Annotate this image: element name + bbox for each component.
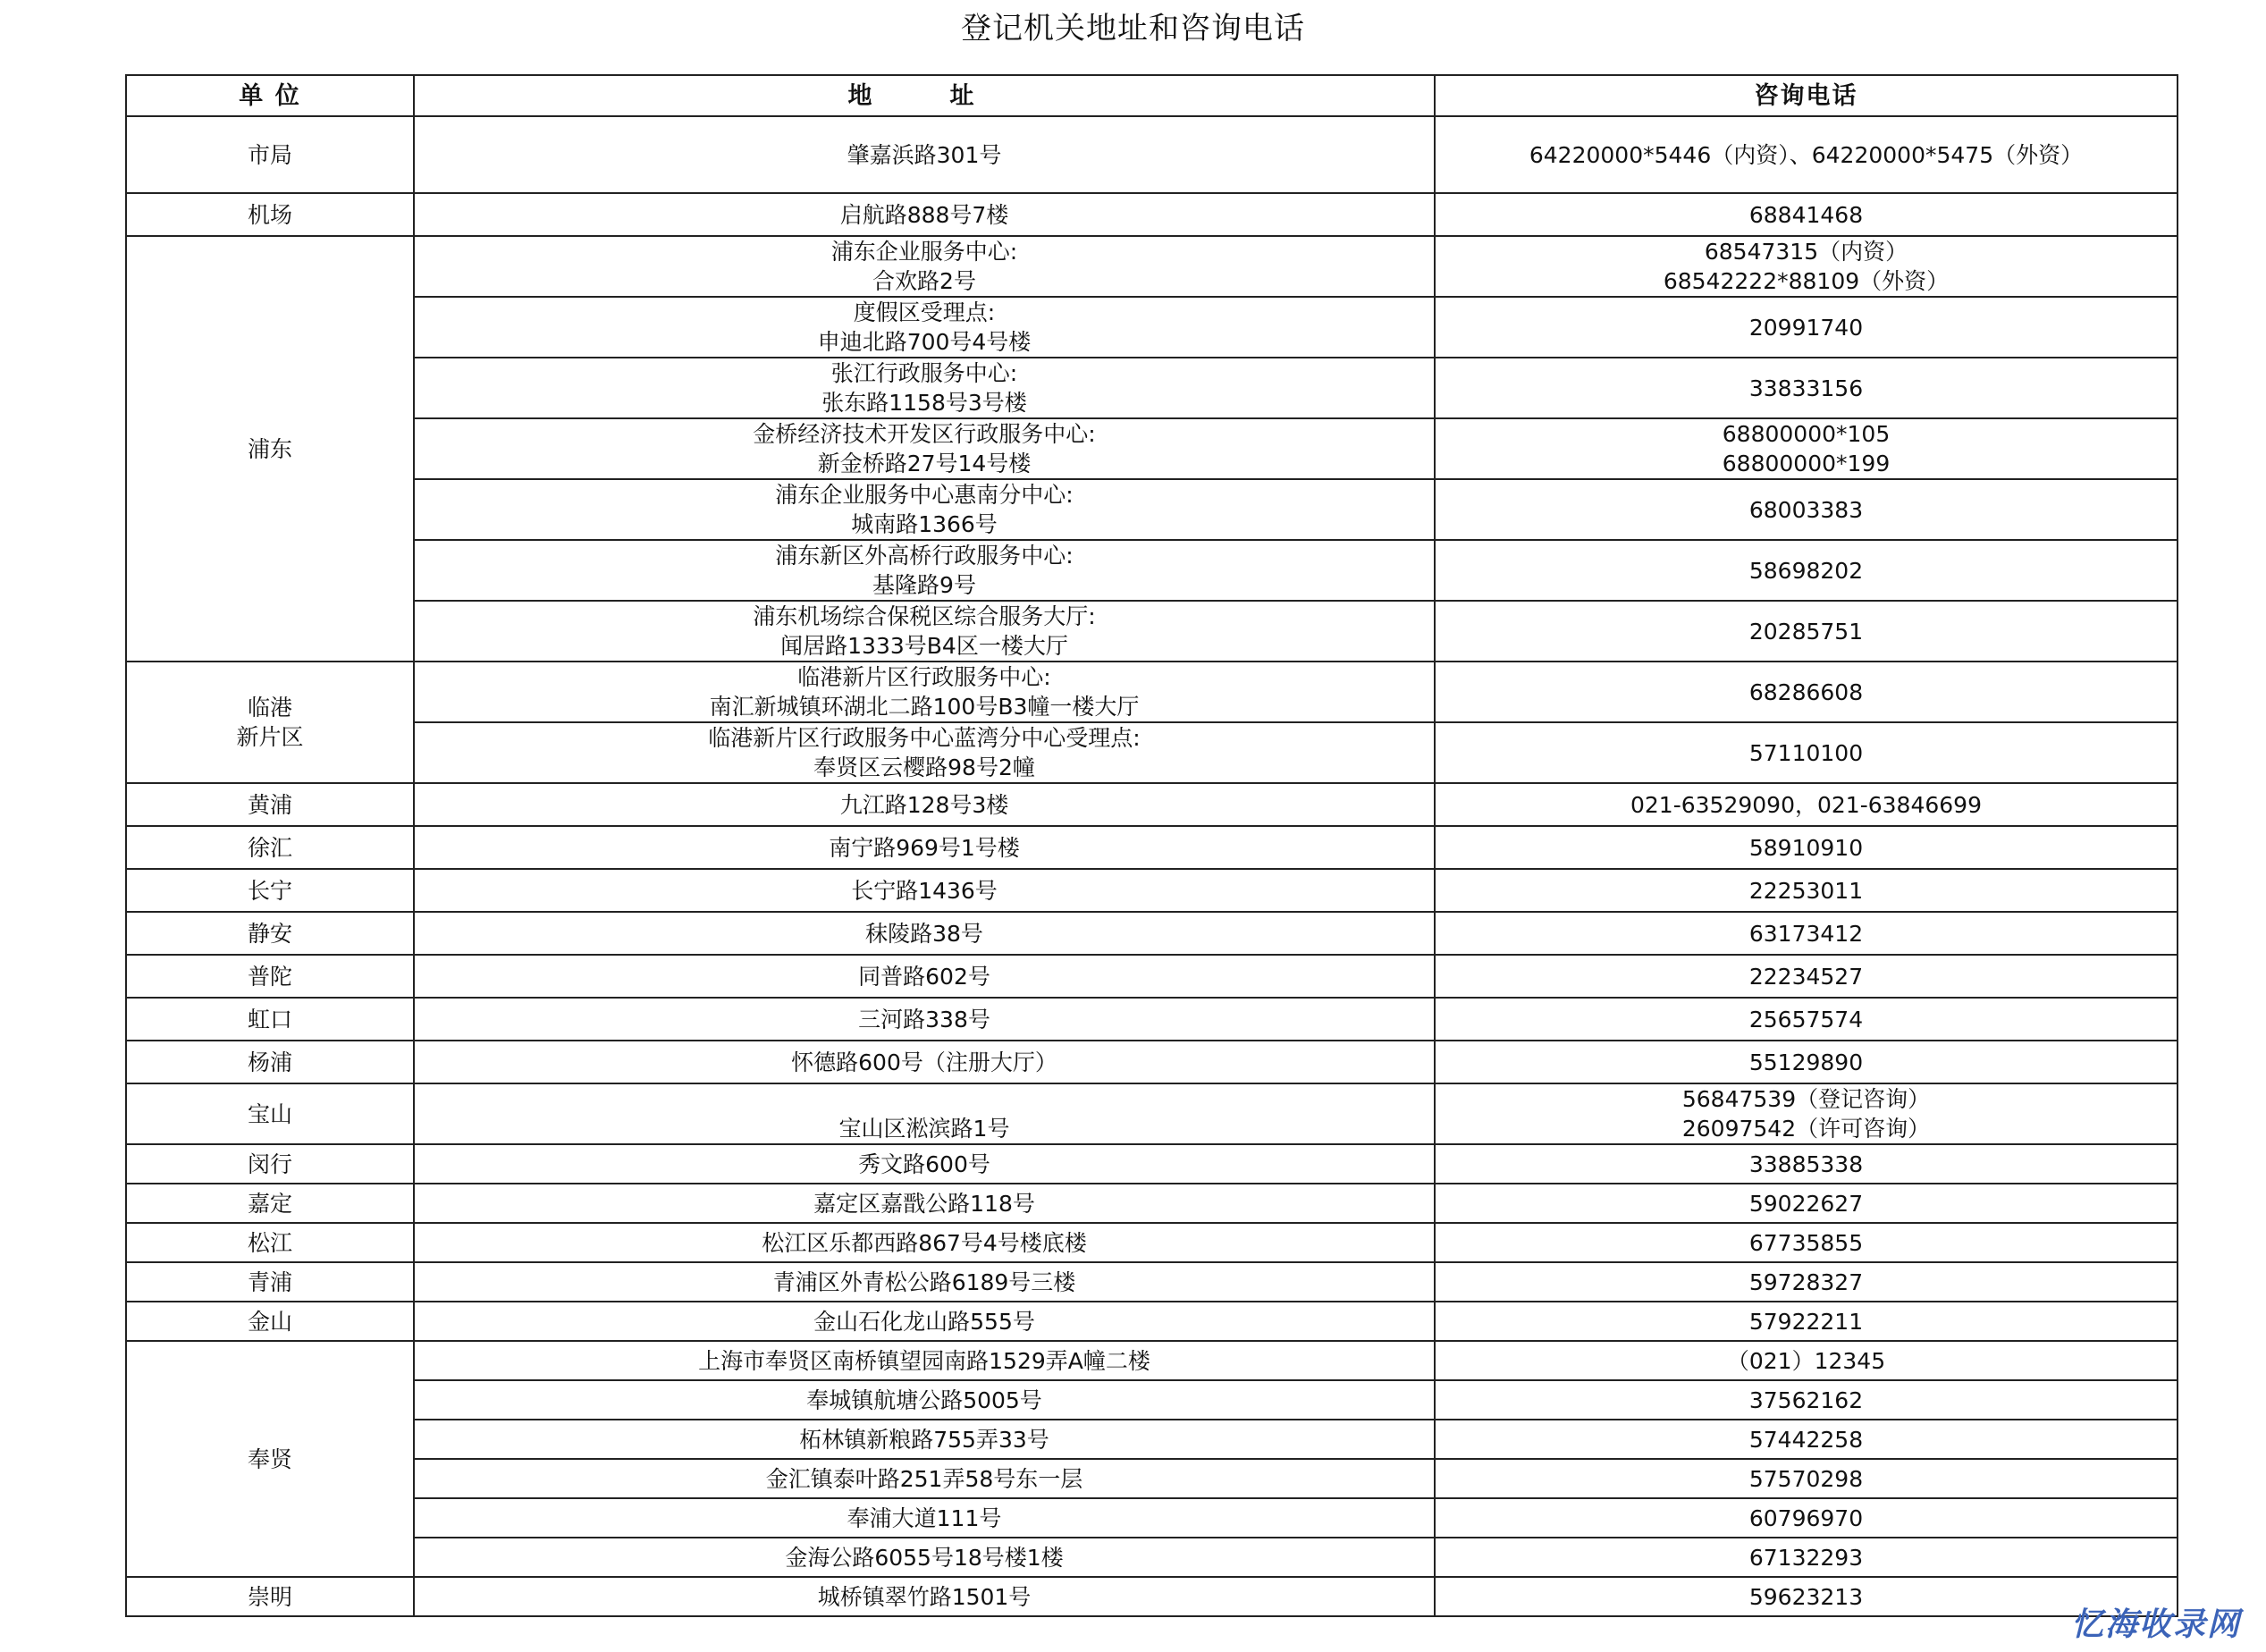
unit-cell bbox=[126, 1144, 414, 1184]
header-address: 地 址 bbox=[414, 75, 1435, 116]
address-cell bbox=[414, 236, 1435, 297]
unit-cell bbox=[126, 1577, 414, 1616]
table-row bbox=[126, 1420, 2178, 1459]
address-line: 金山石化龙山路555号 bbox=[813, 1308, 1035, 1335]
address-line: 城桥镇翠竹路1501号 bbox=[817, 1583, 1032, 1610]
table-row bbox=[126, 1380, 2178, 1420]
unit-cell bbox=[126, 1223, 414, 1262]
unit-name: 青浦 bbox=[247, 1268, 292, 1295]
unit-cell bbox=[126, 116, 414, 193]
unit-name: 金山 bbox=[247, 1308, 292, 1335]
address-cell bbox=[414, 912, 1435, 955]
unit-name: 静安 bbox=[247, 920, 292, 947]
phone-cell bbox=[1435, 1223, 2178, 1262]
phone-cell bbox=[1435, 955, 2178, 998]
registry-table bbox=[125, 74, 2178, 1617]
address-line: 临港新片区行政服务中心蓝湾分中心受理点: bbox=[708, 725, 1141, 751]
unit-name: 松江 bbox=[247, 1229, 292, 1256]
address-cell bbox=[414, 116, 1435, 193]
phone-line: 68003383 bbox=[1748, 496, 1864, 523]
phone-cell bbox=[1435, 662, 2178, 722]
table-row bbox=[126, 193, 2178, 236]
phone-cell bbox=[1435, 1498, 2178, 1538]
address-line: 金汇镇泰叶路251弄58号东一层 bbox=[765, 1465, 1083, 1492]
phone-line: 63173412 bbox=[1748, 920, 1864, 947]
phone-line: 68547315（内资） bbox=[1704, 239, 1908, 265]
table-row bbox=[126, 236, 2178, 297]
unit-name: 虹口 bbox=[247, 1006, 292, 1032]
phone-line: 58698202 bbox=[1748, 557, 1864, 584]
unit-cell bbox=[126, 236, 414, 662]
table-row bbox=[126, 540, 2178, 601]
table-row bbox=[126, 1184, 2178, 1223]
unit-cell bbox=[126, 869, 414, 912]
phone-cell bbox=[1435, 1144, 2178, 1184]
phone-line: 64220000*5446（内资）、64220000*5475（外资） bbox=[1529, 141, 2084, 168]
phone-cell bbox=[1435, 1459, 2178, 1498]
address-line: 浦东机场综合保税区综合服务大厅: bbox=[753, 603, 1096, 629]
address-cell bbox=[414, 1302, 1435, 1341]
address-cell bbox=[414, 1184, 1435, 1223]
address-cell bbox=[414, 1083, 1435, 1144]
unit-cell bbox=[126, 1302, 414, 1341]
unit-name: 黄浦 bbox=[247, 791, 292, 818]
phone-cell bbox=[1435, 479, 2178, 540]
phone-line: 57570298 bbox=[1748, 1465, 1864, 1492]
phone-line: 59022627 bbox=[1748, 1190, 1864, 1217]
address-line: 奉城镇航塘公路5005号 bbox=[806, 1386, 1042, 1413]
phone-line: 22234527 bbox=[1748, 963, 1864, 990]
phone-cell bbox=[1435, 783, 2178, 826]
table-row bbox=[126, 1341, 2178, 1380]
address-line: 度假区受理点: bbox=[853, 299, 996, 325]
table-body bbox=[126, 116, 2178, 1616]
address-line: 秀文路600号 bbox=[858, 1150, 990, 1177]
phone-cell bbox=[1435, 1538, 2178, 1577]
unit-name: 临港 bbox=[247, 695, 292, 721]
address-line: 柘林镇新粮路755弄33号 bbox=[799, 1426, 1049, 1453]
phone-cell bbox=[1435, 869, 2178, 912]
table-row bbox=[126, 826, 2178, 869]
table-row bbox=[126, 116, 2178, 193]
phone-cell bbox=[1435, 540, 2178, 601]
header-unit: 单 位 bbox=[126, 75, 414, 116]
address-cell bbox=[414, 297, 1435, 358]
address-line: 秣陵路38号 bbox=[865, 920, 983, 947]
phone-line: 33833156 bbox=[1748, 375, 1864, 401]
address-line: 张东路1158号3号楼 bbox=[821, 390, 1027, 416]
phone-line: 021-63529090，021-63846699 bbox=[1630, 791, 1982, 818]
table-row bbox=[126, 912, 2178, 955]
address-line: 同普路602号 bbox=[858, 963, 990, 990]
phone-cell bbox=[1435, 1184, 2178, 1223]
phone-line: 22253011 bbox=[1748, 877, 1864, 904]
phone-cell bbox=[1435, 116, 2178, 193]
phone-cell bbox=[1435, 1341, 2178, 1380]
table-row bbox=[126, 783, 2178, 826]
unit-cell bbox=[126, 1041, 414, 1083]
address-cell bbox=[414, 601, 1435, 662]
unit-name: 崇明 bbox=[247, 1583, 292, 1610]
phone-cell bbox=[1435, 358, 2178, 418]
address-cell bbox=[414, 1380, 1435, 1420]
phone-line: （021）12345 bbox=[1726, 1347, 1886, 1374]
address-cell bbox=[414, 1538, 1435, 1577]
address-cell bbox=[414, 1341, 1435, 1380]
unit-name: 普陀 bbox=[247, 963, 292, 990]
phone-line: 57110100 bbox=[1748, 739, 1864, 766]
address-cell bbox=[414, 955, 1435, 998]
phone-line: 33885338 bbox=[1748, 1150, 1864, 1177]
table-row bbox=[126, 418, 2178, 479]
address-line: 浦东新区外高桥行政服务中心: bbox=[775, 543, 1074, 569]
address-cell bbox=[414, 783, 1435, 826]
table-row bbox=[126, 722, 2178, 783]
phone-line: 25657574 bbox=[1748, 1006, 1864, 1032]
unit-cell bbox=[126, 1262, 414, 1302]
table-row bbox=[126, 297, 2178, 358]
unit-cell bbox=[126, 1083, 414, 1144]
table-row bbox=[126, 1223, 2178, 1262]
phone-line: 67735855 bbox=[1748, 1229, 1864, 1256]
phone-line: 67132293 bbox=[1748, 1544, 1864, 1571]
address-cell bbox=[414, 1041, 1435, 1083]
address-line: 肇嘉浜路301号 bbox=[847, 141, 1002, 168]
phone-cell bbox=[1435, 826, 2178, 869]
phone-cell bbox=[1435, 1302, 2178, 1341]
unit-cell bbox=[126, 912, 414, 955]
table-row bbox=[126, 1041, 2178, 1083]
unit-name: 浦东 bbox=[247, 435, 292, 462]
unit-cell bbox=[126, 998, 414, 1041]
table-row bbox=[126, 1302, 2178, 1341]
phone-cell bbox=[1435, 236, 2178, 297]
phone-line: 57442258 bbox=[1748, 1426, 1864, 1453]
phone-line: 68542222*88109（外资） bbox=[1663, 268, 1950, 294]
address-line: 金海公路6055号18号楼1楼 bbox=[785, 1544, 1064, 1571]
address-line: 青浦区外青松公路6189号三楼 bbox=[772, 1268, 1076, 1295]
address-line: 嘉定区嘉戬公路118号 bbox=[813, 1190, 1035, 1217]
address-cell bbox=[414, 722, 1435, 783]
phone-cell bbox=[1435, 297, 2178, 358]
phone-cell bbox=[1435, 1083, 2178, 1144]
unit-name: 奉贤 bbox=[247, 1446, 292, 1472]
phone-line: 68286608 bbox=[1748, 678, 1864, 705]
phone-cell bbox=[1435, 1262, 2178, 1302]
table-row bbox=[126, 1538, 2178, 1577]
address-line: 新金桥路27号14号楼 bbox=[817, 451, 1032, 476]
address-cell bbox=[414, 418, 1435, 479]
table-row bbox=[126, 1262, 2178, 1302]
address-line: 上海市奉贤区南桥镇望园南路1529弄A幢二楼 bbox=[698, 1347, 1150, 1374]
phone-line: 26097542（许可咨询） bbox=[1681, 1116, 1931, 1142]
table-row bbox=[126, 662, 2178, 722]
address-line: 临港新片区行政服务中心: bbox=[797, 664, 1051, 690]
address-cell bbox=[414, 358, 1435, 418]
phone-line: 55129890 bbox=[1748, 1049, 1864, 1075]
table-row bbox=[126, 358, 2178, 418]
phone-line: 20285751 bbox=[1748, 618, 1864, 645]
address-line: 浦东企业服务中心惠南分中心: bbox=[775, 482, 1074, 508]
watermark-logo: 忆海收录网 bbox=[2070, 1606, 2241, 1643]
address-line: 南汇新城镇环湖北二路100号B3幢一楼大厅 bbox=[709, 694, 1140, 720]
phone-line: 20991740 bbox=[1748, 314, 1864, 341]
phone-cell bbox=[1435, 601, 2178, 662]
address-line: 奉贤区云樱路98号2幢 bbox=[813, 754, 1035, 780]
address-line: 三河路338号 bbox=[858, 1006, 990, 1032]
address-line: 张江行政服务中心: bbox=[830, 360, 1018, 386]
phone-line: 60796970 bbox=[1748, 1504, 1864, 1531]
unit-name: 机场 bbox=[247, 201, 292, 228]
address-line: 基隆路9号 bbox=[872, 572, 976, 598]
address-cell bbox=[414, 1223, 1435, 1262]
address-line: 怀德路600号（注册大厅） bbox=[791, 1049, 1057, 1075]
address-cell bbox=[414, 1420, 1435, 1459]
unit-name: 宝山 bbox=[247, 1100, 292, 1127]
phone-line: 56847539（登记咨询） bbox=[1681, 1086, 1931, 1112]
address-line: 启航路888号7楼 bbox=[839, 201, 1009, 228]
address-line: 申迪北路700号4号楼 bbox=[817, 329, 1032, 355]
phone-line: 68841468 bbox=[1748, 201, 1864, 228]
unit-cell bbox=[126, 662, 414, 783]
table-row bbox=[126, 998, 2178, 1041]
phone-cell bbox=[1435, 1041, 2178, 1083]
address-cell bbox=[414, 540, 1435, 601]
phone-line: 59728327 bbox=[1748, 1268, 1864, 1295]
address-cell bbox=[414, 193, 1435, 236]
table-row bbox=[126, 1459, 2178, 1498]
address-cell bbox=[414, 1498, 1435, 1538]
phone-line: 37562162 bbox=[1748, 1386, 1864, 1413]
phone-line: 57922211 bbox=[1748, 1308, 1864, 1335]
unit-name: 杨浦 bbox=[247, 1049, 292, 1075]
address-cell bbox=[414, 998, 1435, 1041]
address-line: 松江区乐都西路867号4号楼底楼 bbox=[762, 1229, 1087, 1256]
table-row bbox=[126, 869, 2178, 912]
table-row bbox=[126, 479, 2178, 540]
table-row bbox=[126, 601, 2178, 662]
address-line: 闻居路1333号B4区一楼大厅 bbox=[780, 633, 1068, 659]
address-line: 长宁路1436号 bbox=[851, 877, 998, 904]
phone-cell bbox=[1435, 1380, 2178, 1420]
address-cell bbox=[414, 1262, 1435, 1302]
table-row bbox=[126, 1144, 2178, 1184]
phone-cell bbox=[1435, 1420, 2178, 1459]
address-cell bbox=[414, 662, 1435, 722]
phone-cell bbox=[1435, 912, 2178, 955]
phone-cell bbox=[1435, 998, 2178, 1041]
phone-cell bbox=[1435, 418, 2178, 479]
table-row bbox=[126, 1083, 2178, 1144]
unit-name: 新片区 bbox=[236, 724, 304, 750]
unit-name: 徐汇 bbox=[247, 834, 292, 861]
address-line: 合欢路2号 bbox=[872, 268, 976, 294]
address-cell bbox=[414, 479, 1435, 540]
phone-cell bbox=[1435, 722, 2178, 783]
table-row bbox=[126, 1498, 2178, 1538]
unit-name: 嘉定 bbox=[247, 1190, 292, 1217]
phone-line: 58910910 bbox=[1748, 834, 1864, 861]
unit-name: 长宁 bbox=[247, 877, 292, 904]
address-line: 奉浦大道111号 bbox=[847, 1504, 1002, 1531]
phone-line: 59623213 bbox=[1748, 1583, 1864, 1610]
address-line: 九江路128号3楼 bbox=[839, 791, 1009, 818]
unit-name: 市局 bbox=[247, 141, 292, 168]
header-phone: 咨询电话 bbox=[1435, 75, 2178, 116]
unit-cell bbox=[126, 783, 414, 826]
address-cell bbox=[414, 1144, 1435, 1184]
table-row bbox=[126, 955, 2178, 998]
address-cell bbox=[414, 1459, 1435, 1498]
table-row bbox=[126, 1577, 2178, 1616]
address-cell bbox=[414, 1577, 1435, 1616]
phone-cell bbox=[1435, 1577, 2178, 1616]
address-line: 宝山区淞滨路1号 bbox=[838, 1116, 1010, 1142]
phone-line: 68800000*105 bbox=[1722, 421, 1891, 447]
unit-cell bbox=[126, 1184, 414, 1223]
phone-cell bbox=[1435, 193, 2178, 236]
unit-cell bbox=[126, 955, 414, 998]
address-line: 浦东企业服务中心: bbox=[830, 239, 1018, 265]
address-line: 金桥经济技术开发区行政服务中心: bbox=[753, 421, 1096, 447]
address-line: 南宁路969号1号楼 bbox=[829, 834, 1020, 861]
unit-cell bbox=[126, 193, 414, 236]
address-cell bbox=[414, 826, 1435, 869]
table-header-row bbox=[126, 75, 2178, 116]
unit-name: 闵行 bbox=[247, 1150, 292, 1177]
address-cell bbox=[414, 869, 1435, 912]
unit-cell bbox=[126, 826, 414, 869]
address-line: 城南路1366号 bbox=[851, 511, 998, 537]
document-title: 登记机关地址和咨询电话 bbox=[961, 11, 1305, 46]
unit-cell bbox=[126, 1341, 414, 1577]
phone-line: 68800000*199 bbox=[1722, 451, 1891, 476]
